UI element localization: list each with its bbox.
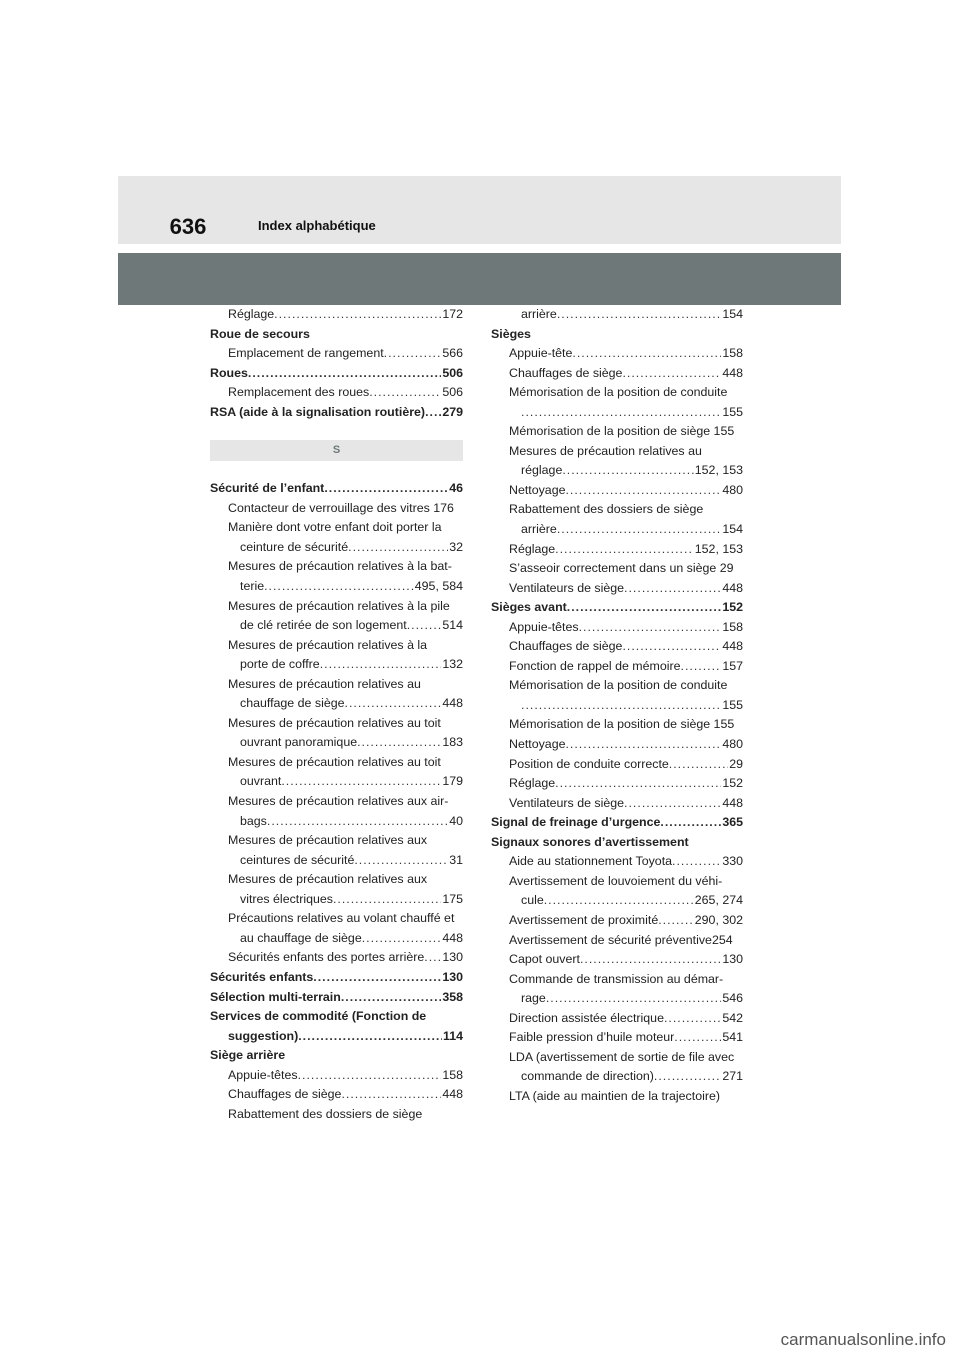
entry-text: Roue de secours [210,326,310,341]
entry-text: LDA (avertissement de sortie de file avec [509,1049,735,1064]
page-reference: 154 [722,307,743,321]
entry-text: ouvrant panoramique [240,735,358,750]
entry-text: Nettoyage [509,482,566,497]
page-reference: 365 [722,815,743,830]
dot-leader [624,579,721,599]
index-subentry [210,792,463,812]
index-subentry [491,872,743,892]
dot-leader [622,364,721,384]
page-reference: 448 [722,795,743,810]
entry-text: Contacteur de verrouillage des vitres 176 [228,500,454,515]
index-column-left [210,305,463,1124]
index-subentry [210,557,463,577]
entry-text: Services de commodité (Fonction de [210,1009,427,1024]
index-entry [491,598,743,618]
entry-text: arrière [521,522,557,537]
entry-text: Réglage [509,776,556,791]
entry-text: Remplacement des roues [228,385,370,400]
entry-text: Sécurité de l’enfant [210,481,325,496]
entry-text: cule [521,893,544,908]
index-subentry [491,852,743,872]
index-subentry [210,518,463,538]
index-subentry [491,579,743,599]
page-reference: 40 [449,813,463,828]
index-entry [491,833,743,853]
dot-leader [565,481,721,501]
index-entry [210,968,463,988]
entry-text: Siège arrière [210,1048,286,1063]
index-subentry [491,1028,743,1048]
dot-leader [555,774,721,794]
index-subentry [491,676,743,696]
index-subentry [210,383,463,403]
entry-text: chauffage de siège [240,696,345,711]
index-subentry [491,364,743,384]
entry-text: Rabattement des dossiers de siège [509,502,704,517]
dot-leader [654,1067,721,1087]
dot-leader [267,812,448,832]
entry-text: Chauffages de siège [509,639,623,654]
index-subentry [210,1027,463,1047]
index-subentry [491,559,743,579]
dot-leader [362,929,442,949]
dot-leader [348,538,448,558]
entry-text: Emplacement de rangement [228,346,384,361]
index-subentry [491,891,743,911]
entry-text: terie [240,579,265,594]
entry-text: Mémorisation de la position de siège 155 [509,424,735,439]
index-entry [491,813,743,833]
dot-leader [562,461,693,481]
dot-leader [557,520,722,540]
dot-leader [313,968,441,988]
index-subentry [210,694,463,714]
page-reference: 448 [722,365,743,380]
dot-leader [424,948,441,968]
page-reference: 541 [722,1030,743,1045]
entry-text: Mémorisation de la position de conduite [509,678,728,693]
entry-text: LTA (aide au maintien de la trajectoire) [509,1088,720,1103]
index-subentry [210,636,463,656]
page-reference: 152 [722,600,743,615]
entry-text: au chauffage de siège [240,930,362,945]
page-reference: 271 [722,1069,743,1084]
index-subentry [210,890,463,910]
page-reference: 158 [722,619,743,634]
index-subentry [210,499,463,519]
index-entry [210,988,463,1008]
index-subentry [210,1085,463,1105]
index-subentry [491,305,743,325]
index-subentry [491,618,743,638]
index-subentry [210,577,463,597]
dot-leader [425,403,441,423]
dot-leader [324,479,448,499]
index-subentry [210,714,463,734]
index-subentry [491,520,743,540]
entry-text: arrière [521,307,557,321]
entry-text: Faible pression d’huile moteur [509,1030,675,1045]
entry-text: S’asseoir correctement dans un siège 29 [509,561,734,576]
page-reference: 448 [442,930,463,945]
dot-leader [333,890,441,910]
index-subentry [491,442,743,462]
entry-text: Mesures de précaution relatives à la [228,637,428,652]
index-subentry [210,733,463,753]
dot-leader [544,891,694,911]
page-reference: 330 [722,854,743,869]
index-subentry [210,870,463,890]
page-reference: 31 [449,852,463,867]
dot-leader [407,616,442,636]
page-reference: 130 [442,969,463,984]
entry-text: Ventilateurs de siège [509,580,625,595]
index-entry [210,1007,463,1027]
entry-text: rage [521,991,546,1006]
header-band [118,176,841,244]
page-reference: 546 [722,991,743,1006]
entry-text: ceintures de sécurité [240,852,355,867]
entry-text: Sélection multi-terrain [210,989,341,1004]
entry-text: Mesures de précaution relatives au [228,676,421,691]
entry-text: Nettoyage [509,737,566,752]
index-entry [210,364,463,384]
entry-text: Mesures de précaution relatives aux [228,872,428,887]
entry-text: ouvrant [240,774,282,789]
dot-leader [521,403,721,423]
index-subentry [491,344,743,364]
dot-leader [555,540,694,560]
dot-leader [384,344,442,364]
entry-text: Direction assistée électrique [509,1010,664,1025]
index-subentry [210,597,463,617]
index-subentry [491,1067,743,1087]
entry-text: bags [240,813,267,828]
entry-text: Chauffages de siège [228,1087,342,1102]
dot-leader [248,364,441,384]
index-subentry [210,675,463,695]
index-entry [210,1046,463,1066]
index-column-right [491,305,743,1106]
dot-leader [622,637,721,657]
entry-text: Manière dont votre enfant doit porter la [228,520,442,535]
entry-text: Appuie-têtes [509,619,579,634]
index-subentry [210,538,463,558]
page-reference: 152, 153 [694,463,743,478]
index-subentry [210,1105,463,1125]
entry-text: Mesures de précaution relatives aux [228,833,428,848]
entry-text: Mesures de précaution relatives aux air- [228,794,449,809]
entry-text: Capot ouvert [509,952,580,967]
index-subentry [491,1048,743,1068]
index-subentry [491,794,743,814]
entry-text: réglage [521,463,563,478]
dot-leader [565,735,721,755]
index-entry [210,403,463,423]
dot-leader [341,988,441,1008]
index-subentry [210,851,463,871]
entry-text: commande de direction) [521,1069,654,1084]
dot-leader [341,1085,441,1105]
index-subentry [210,831,463,851]
entry-text: Mémorisation de la position de siège 155 [509,717,735,732]
page-reference: 155 [722,697,743,712]
entry-text: Ventilateurs de siège [509,795,625,810]
entry-text: porte de coffre [240,657,320,672]
page-reference: 130 [442,950,463,965]
title-band [118,253,841,305]
page-reference: 265, 274 [694,893,743,908]
entry-text: Mesures de précaution relatives au toit [228,715,441,730]
dot-leader [298,1066,442,1086]
dot-leader [664,1009,721,1029]
page-reference: 132 [442,657,463,672]
page-reference: 448 [722,639,743,654]
index-subentry [491,735,743,755]
entry-text: Position de conduite correcte [509,756,669,771]
index-subentry [491,500,743,520]
dot-leader [345,694,442,714]
entry-text: Appuie-tête [509,346,573,361]
page-reference: 154 [722,522,743,537]
dot-leader [369,383,441,403]
entry-text: Avertissement de proximité [509,912,659,927]
entry-text: Réglage [509,541,556,556]
page-reference: 157 [722,658,743,673]
dot-leader [672,852,721,872]
index-subentry [491,540,743,560]
dot-leader [674,1028,721,1048]
entry-text: Mémorisation de la position de conduite [509,385,728,400]
index-entry [210,479,463,499]
page-reference: 32 [449,539,463,554]
page-reference: 158 [442,1067,463,1082]
page-reference: 158 [722,346,743,361]
entry-text: Signaux sonores d’avertissement [491,834,689,849]
index-subentry [491,696,743,716]
page-reference: 152, 153 [694,541,743,556]
entry-text: RSA (aide à la signalisation routière) [210,404,426,419]
dot-leader [624,794,721,814]
entry-text: Précautions relatives au volant chauffé et [228,911,455,926]
index-subentry [491,461,743,481]
index-subentry [491,755,743,775]
dot-leader [274,305,441,325]
dot-leader [681,657,722,677]
entry-text: Avertissement de sécurité préventive254 [509,932,733,947]
page-reference: 130 [722,952,743,967]
index-subentry [491,774,743,794]
page-reference: 448 [442,696,463,711]
dot-leader [567,598,722,618]
index-entry [210,325,463,345]
entry-text: vitres électriques [240,891,333,906]
entry-text: Sécurités enfants des portes arrière [228,950,425,965]
index-subentry [210,616,463,636]
index-letter-band: S [210,440,463,461]
dot-leader [357,733,441,753]
index-subentry [491,911,743,931]
page-reference: 566 [442,346,463,361]
index-subentry [491,1087,743,1107]
dot-leader [354,851,448,871]
page-reference: 480 [722,737,743,752]
dot-leader [264,577,414,597]
page-reference: 46 [449,481,463,496]
entry-text: Rabattement des dossiers de siège [228,1106,423,1121]
index-subentry [210,344,463,364]
index-subentry [491,970,743,990]
index-subentry [210,929,463,949]
dot-leader [521,696,721,716]
page-number: 636 [169,214,207,239]
watermark: carmanualsonline.info [780,1330,946,1349]
entry-text: Mesures de précaution relatives à la bat- [228,559,452,574]
dot-leader [572,344,721,364]
page-reference: 514 [442,618,463,633]
entry-text: Sécurités enfants [210,969,314,984]
index-subentry [210,772,463,792]
entry-text: Avertissement de louvoiement du véhi- [509,873,723,888]
entry-text: Sièges avant [491,600,567,615]
index-subentry [210,812,463,832]
entry-text: de clé retirée de son logement [240,618,407,633]
page-reference: 506 [442,365,463,380]
index-subentry [491,1009,743,1029]
dot-leader [658,911,694,931]
entry-text: Chauffages de siège [509,365,623,380]
page-reference: 480 [722,482,743,497]
index-subentry [210,655,463,675]
page-reference: 29 [729,756,743,771]
index-entry [491,325,743,345]
page-reference: 495, 584 [414,579,463,594]
dot-leader [669,755,728,775]
page-reference: 358 [442,989,463,1004]
entry-text: Roues [210,365,248,380]
dot-leader [557,305,722,325]
dot-leader [660,813,721,833]
entry-text: suggestion) [228,1028,299,1043]
page-reference: 183 [442,735,463,750]
dot-leader [580,950,721,970]
dot-leader [320,655,442,675]
entry-text: Signal de freinage d’urgence [491,815,661,830]
dot-leader [281,772,441,792]
page-reference: 290, 302 [694,912,743,927]
entry-text: Mesures de précaution relatives à la pile [228,598,450,613]
dot-leader [298,1027,442,1047]
page-reference: 506 [442,385,463,400]
entry-text: ceinture de sécurité [240,539,349,554]
entry-text: Commande de transmission au démar- [509,971,724,986]
entry-text: Appuie-têtes [228,1067,298,1082]
entry-text: Réglage [228,307,275,321]
entry-text: Sièges [491,326,531,341]
index-subentry [491,383,743,403]
index-subentry [491,403,743,423]
page-reference: 152 [722,776,743,791]
index-subentry [491,989,743,1009]
page-reference: 179 [442,774,463,789]
dot-leader [579,618,722,638]
index-subentry [210,909,463,929]
index-subentry [491,931,743,951]
dot-leader [546,989,722,1009]
entry-text: Fonction de rappel de mémoire [509,658,681,673]
page-reference: 448 [442,1087,463,1102]
entry-text: Aide au stationnement Toyota [509,854,673,869]
index-subentry [491,657,743,677]
entry-text: Mesures de précaution relatives au toit [228,754,441,769]
page-reference: 172 [442,307,463,321]
index-subentry [491,950,743,970]
page-reference: 542 [722,1010,743,1025]
index-subentry [491,422,743,442]
section-title: Index alphabétique [258,218,376,233]
index-subentry [210,753,463,773]
entry-text: Mesures de précaution relatives au [509,443,702,458]
index-subentry [491,715,743,735]
index-subentry [210,948,463,968]
page-reference: 279 [442,404,463,419]
page-reference: 155 [722,404,743,419]
page-reference: 175 [442,891,463,906]
index-subentry [491,637,743,657]
index-subentry [491,481,743,501]
page-reference: 448 [722,580,743,595]
page-reference: 114 [443,1028,463,1043]
index-subentry [210,1066,463,1086]
index-subentry [210,305,463,325]
